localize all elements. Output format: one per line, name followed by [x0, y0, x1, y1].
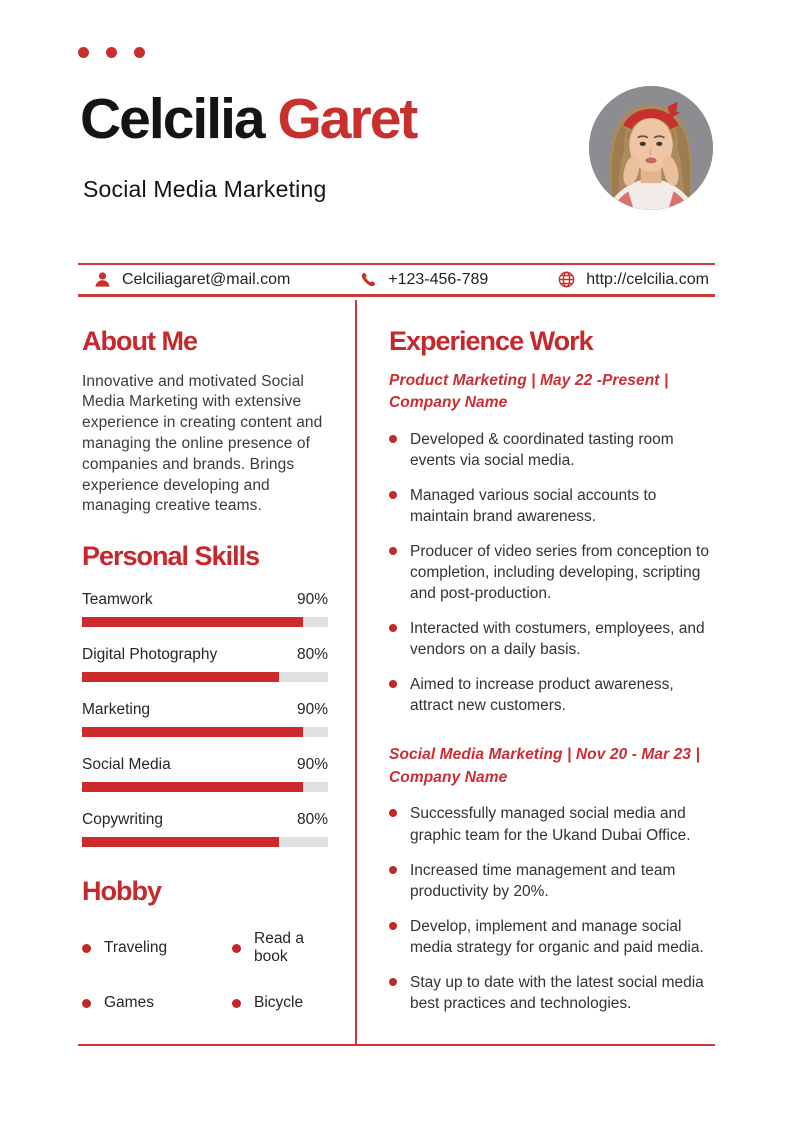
phone-icon — [358, 270, 378, 290]
person-icon — [92, 270, 112, 290]
skill-bar-track — [82, 837, 328, 847]
contact-phone[interactable] — [358, 270, 488, 290]
skill-percent: 80% — [296, 810, 328, 828]
skill-label: Teamwork — [82, 590, 153, 608]
job-bullets — [389, 803, 716, 1014]
contact-bar — [78, 263, 715, 297]
bullet-dot-icon — [389, 491, 397, 499]
skill-bar-fill — [82, 672, 279, 682]
portrait-illustration — [589, 86, 713, 210]
right-column — [389, 300, 716, 1014]
globe-icon — [556, 270, 576, 290]
skill-percent: 90% — [296, 590, 328, 608]
skill-bar-fill — [82, 727, 303, 737]
job-bullet — [389, 485, 716, 527]
job-entry — [389, 370, 716, 717]
bullet-dot-icon — [389, 435, 397, 443]
hobby-item — [82, 930, 232, 966]
bullet-dot-icon — [232, 944, 241, 953]
bullet-text: Successfully managed social media and graphic team for the Ukand Dubai Office. — [410, 805, 691, 844]
skill-row — [82, 756, 328, 792]
skill-bar-fill — [82, 782, 303, 792]
job-list — [389, 370, 716, 1014]
job-bullet — [389, 972, 716, 1014]
job-heading: Product Marketing | May 22 -Present | Company Name — [389, 371, 669, 412]
job-heading: Social Media Marketing | Nov 20 - Mar 23 | Company Name — [389, 746, 700, 786]
hobby-label: Bicycle — [254, 994, 304, 1012]
job-bullet — [389, 674, 716, 716]
left-column — [82, 300, 328, 1012]
about-text: Innovative and motivated Social Media Marketing with extensive experience in creating content and managing the online presence of companies and brands. Brings experience developing and managing creative teams. — [82, 372, 323, 515]
bullet-dot-icon — [232, 999, 241, 1008]
red-dot-icon — [134, 47, 145, 58]
bullet-dot-icon — [82, 999, 91, 1008]
skill-label: Copywriting — [82, 810, 163, 828]
bullet-text: Aimed to increase product awareness, attract new customers. — [410, 676, 674, 715]
hobby-item — [82, 994, 232, 1012]
job-bullet — [389, 429, 716, 471]
red-dot-icon — [78, 47, 89, 58]
skill-label: Social Media — [82, 755, 171, 773]
skill-percent: 80% — [296, 645, 328, 663]
skill-row — [82, 591, 328, 627]
hobby-title: Hobby — [82, 875, 161, 906]
hobby-label: Read a book — [254, 930, 304, 966]
bottom-rule — [78, 1044, 715, 1046]
bullet-dot-icon — [389, 866, 397, 874]
first-name: Celcilia — [80, 87, 264, 151]
skill-bar-fill — [82, 617, 303, 627]
contact-email[interactable] — [92, 270, 290, 290]
bullet-text: Develop, implement and manage social media strategy for organic and paid media. — [410, 917, 704, 956]
job-bullet — [389, 618, 716, 660]
last-name: Garet — [277, 87, 417, 151]
skill-bar-track — [82, 617, 328, 627]
bullet-dot-icon — [389, 922, 397, 930]
job-bullet — [389, 916, 716, 958]
skill-list — [82, 591, 328, 847]
bullet-text: Managed various social accounts to maintain brand awareness. — [410, 486, 657, 525]
job-subtitle: Social Media Marketing — [83, 176, 327, 202]
bullet-dot-icon — [389, 978, 397, 986]
bullet-text: Producer of video series from conception to completion, including developing, scripting and post-production. — [410, 542, 709, 603]
skill-label: Digital Photography — [82, 645, 218, 663]
phone-text: +123-456-789 — [388, 270, 489, 288]
about-title: About Me — [82, 326, 197, 356]
bullet-dot-icon — [389, 547, 397, 555]
skill-bar-track — [82, 782, 328, 792]
hobby-label: Traveling — [104, 939, 168, 957]
skill-bar-track — [82, 727, 328, 737]
hobby-label: Games — [104, 994, 154, 1012]
skill-percent: 90% — [296, 700, 328, 718]
skill-row — [82, 811, 328, 847]
skill-bar-track — [82, 672, 328, 682]
skill-row — [82, 701, 328, 737]
column-divider — [355, 300, 357, 1044]
experience-title: Experience Work — [389, 326, 593, 356]
profile-photo — [589, 86, 713, 210]
bullet-dot-icon — [82, 944, 91, 953]
hobby-item — [232, 994, 328, 1012]
bullet-text: Interacted with costumers, employees, and vendors on a daily basis. — [410, 620, 705, 659]
skills-title: Personal Skills — [82, 541, 260, 572]
job-bullets — [389, 429, 716, 717]
job-bullet — [389, 860, 716, 902]
skill-bar-fill — [82, 837, 279, 847]
hobby-item — [232, 930, 328, 966]
bullet-dot-icon — [389, 809, 397, 817]
person-name — [80, 88, 600, 151]
job-entry — [389, 744, 716, 1014]
website-text: http://celcilia.com — [586, 270, 709, 288]
job-bullet — [389, 803, 716, 845]
red-dot-icon — [106, 47, 117, 58]
skill-percent: 90% — [296, 755, 328, 773]
bullet-dot-icon — [389, 624, 397, 632]
email-text: Celciliagaret@mail.com — [122, 270, 291, 288]
bullet-text: Increased time management and team productivity by 20%. — [410, 861, 676, 900]
skill-row — [82, 646, 328, 682]
bullet-dot-icon — [389, 680, 397, 688]
decorative-dots — [78, 47, 145, 58]
bullet-text: Stay up to date with the latest social media best practices and technologies. — [410, 973, 704, 1012]
bullet-text: Developed & coordinated tasting room events via social media. — [410, 430, 674, 469]
contact-website[interactable] — [556, 270, 709, 290]
job-bullet — [389, 541, 716, 604]
hobby-list — [82, 930, 328, 1012]
skill-label: Marketing — [82, 700, 151, 718]
